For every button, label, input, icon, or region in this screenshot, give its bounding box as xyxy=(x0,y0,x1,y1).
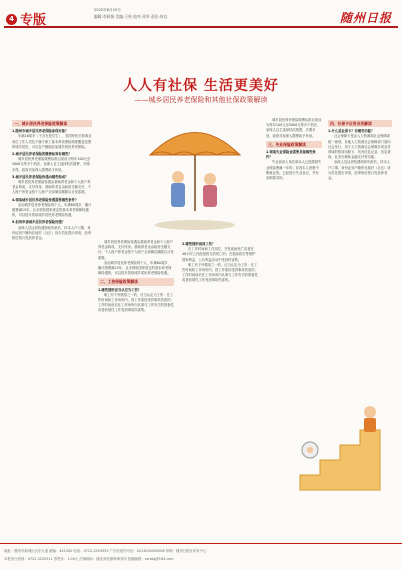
stairs-elderly-illustration xyxy=(290,390,390,500)
section-heading-pension: 一、城乡居民养老保险政策解读 xyxy=(12,120,92,127)
question-heading: 4.领取城乡居民养老保险待遇需要哪些条件？ xyxy=(12,197,79,202)
column-1 xyxy=(12,118,92,538)
answer-paragraph: 城乡居民养老保险缴费标准目前设为每年100元至5000元等多个档次，参保人自主选择档次缴费，多缴多得，政府对参保人缴费给予补贴。 xyxy=(266,118,322,138)
article-title: 人人有社保 生活更美好 xyxy=(123,78,279,94)
answer-paragraph: 职工有下列情形之一的，应当认定为工伤：在工作时间和工作场所内，因工作原因受到事故伤害的；工作时间前后在工作场所内从事与工作有关的预备性或者收尾性工作受到事故伤害的。 xyxy=(182,262,258,283)
question-heading: 1.随州市城乡居民养老保险参保对象？ xyxy=(12,129,69,134)
editors-line: 编辑:李莉娟 美编:王杭 校对:邓华 责任:何以 xyxy=(94,14,168,19)
section-number-badge: 4 xyxy=(6,14,17,25)
column-3 xyxy=(182,240,258,538)
answer-paragraph: 在工作时间和工作岗位，突发疾病死亡或者在48小时之内经抢救无效死亡的；在抢险救灾等维护国家利益、公共利益活动中受到伤害的。 xyxy=(182,247,256,262)
section-heading-injury: 二、工伤保险政策解读 xyxy=(98,278,174,285)
page-header xyxy=(0,0,402,40)
column-2 xyxy=(98,240,174,538)
newspaper-masthead: 随州日报 xyxy=(339,11,392,25)
footer-contact-line: 本报发行热线：0722-3255511 零售价：1.00元 法律顾问：湖北神龙律师事务所 投稿邮箱：szrbtg@163.com xyxy=(4,557,174,561)
question-heading: 2.哪些情形视同工伤？ xyxy=(182,242,216,246)
page-footer xyxy=(0,543,402,570)
answer-paragraph: 年满16周岁（不含在校学生），非国家机关和事业单位工作人员及不属于职工基本养老保险制度覆盖范围的城乡居民，可以在户籍地参加城乡居民养老保险。 xyxy=(12,134,92,149)
answer-paragraph: 参保人员达到待遇领取年龄后，持本人户口簿、身份证到户籍所在地村（社区）协办员处提出申请，经审核后按月发放养老金。 xyxy=(12,225,92,241)
question-heading: 5.如何申请城乡居民养老保险待遇？ xyxy=(12,220,65,225)
answer-paragraph: 失业前用人单位和本人已经缴纳失业保险费满一年的；非因本人意愿中断就业的；已经进行失业登记，并有求职要求的。 xyxy=(266,160,322,181)
question-heading: 1.领取失业保险金需要具备哪些条件？ xyxy=(266,150,316,160)
answer-paragraph: 社会保障卡是由人力资源和社会保障部统一规划，各地人力资源社会保障部门面向社会发行，用于人力资源社会保障各项业务领域的集成电路卡，具有信息记录、信息查询、业务办理和金融支付等功能。 xyxy=(328,134,391,160)
question-heading: 2.城乡居民养老保险的缴费标准有哪些？ xyxy=(12,152,72,157)
answer-paragraph: 城乡居民养老保险缴费标准目前设为每年100元至5000元等多个档次，参保人自主选择档次缴费，多缴多得，政府对参保人缴费给予补贴。 xyxy=(12,157,91,172)
issue-date: 2020年8月20日 xyxy=(94,8,121,12)
answer-paragraph: 城乡居民养老保险待遇由基础养老金和个人账户养老金构成，支付终身。基础养老金由政府全额支付，个人账户养老金按个人账户全部储存额除以计发系数。 xyxy=(12,180,92,195)
section-heading-social-card: 四、社保卡应用业务解读 xyxy=(328,120,392,127)
article-subtitle: ——城乡居民养老保险和其他社保政策解读 xyxy=(134,96,268,104)
question-heading: 1.什么是社保卡？有哪些功能？ xyxy=(328,129,375,134)
umbrella-family-illustration xyxy=(140,115,250,235)
header-rule xyxy=(4,8,398,28)
answer-paragraph: 参加城乡居民养老保险的个人，年满60周岁、累计缴费满15年，且未领取国家规定的基本养老保障待遇的，可以按月领取城乡居民养老保险待遇。 xyxy=(98,260,172,276)
section-heading-unemployment: 三、失业保险政策解读 xyxy=(266,141,322,148)
answer-paragraph: 参保人员达到待遇领取年龄后，持本人户口簿、身份证到户籍所在地村（社区）协办员处提出申请，经审核后按月发放养老金。 xyxy=(328,160,391,181)
question-heading: 3.城乡居民养老保险待遇由哪些构成？ xyxy=(12,174,69,179)
answer-paragraph: 职工有下列情形之一的，应当认定为工伤：在工作时间和工作场所内，因工作原因受到事故伤害的；工作时间前后在工作场所内从事与工作有关的预备性或者收尾性工作受到事故伤害的。 xyxy=(98,292,174,313)
answer-paragraph: 参加城乡居民养老保险的个人，年满60周岁、累计缴费满15年，且未领取国家规定的基本养老保障待遇的，可以按月领取城乡居民养老保险待遇。 xyxy=(12,202,92,218)
section-name: 专版 xyxy=(20,13,47,28)
answer-paragraph: 城乡居民养老保险待遇由基础养老金和个人账户养老金构成，支付终身。基础养老金由政府全额支付，个人账户养老金按个人账户全部储存额除以计发系数。 xyxy=(98,240,174,260)
footer-address-line: 地址：随州市新城区汉东大道 邮编：441300 电话：0722-3255555 广告经营许可证：4213004000008 印刷：随州日报社印务中心 xyxy=(4,549,207,553)
question-heading: 1.哪些情形应当认定为工伤？ xyxy=(98,287,142,292)
